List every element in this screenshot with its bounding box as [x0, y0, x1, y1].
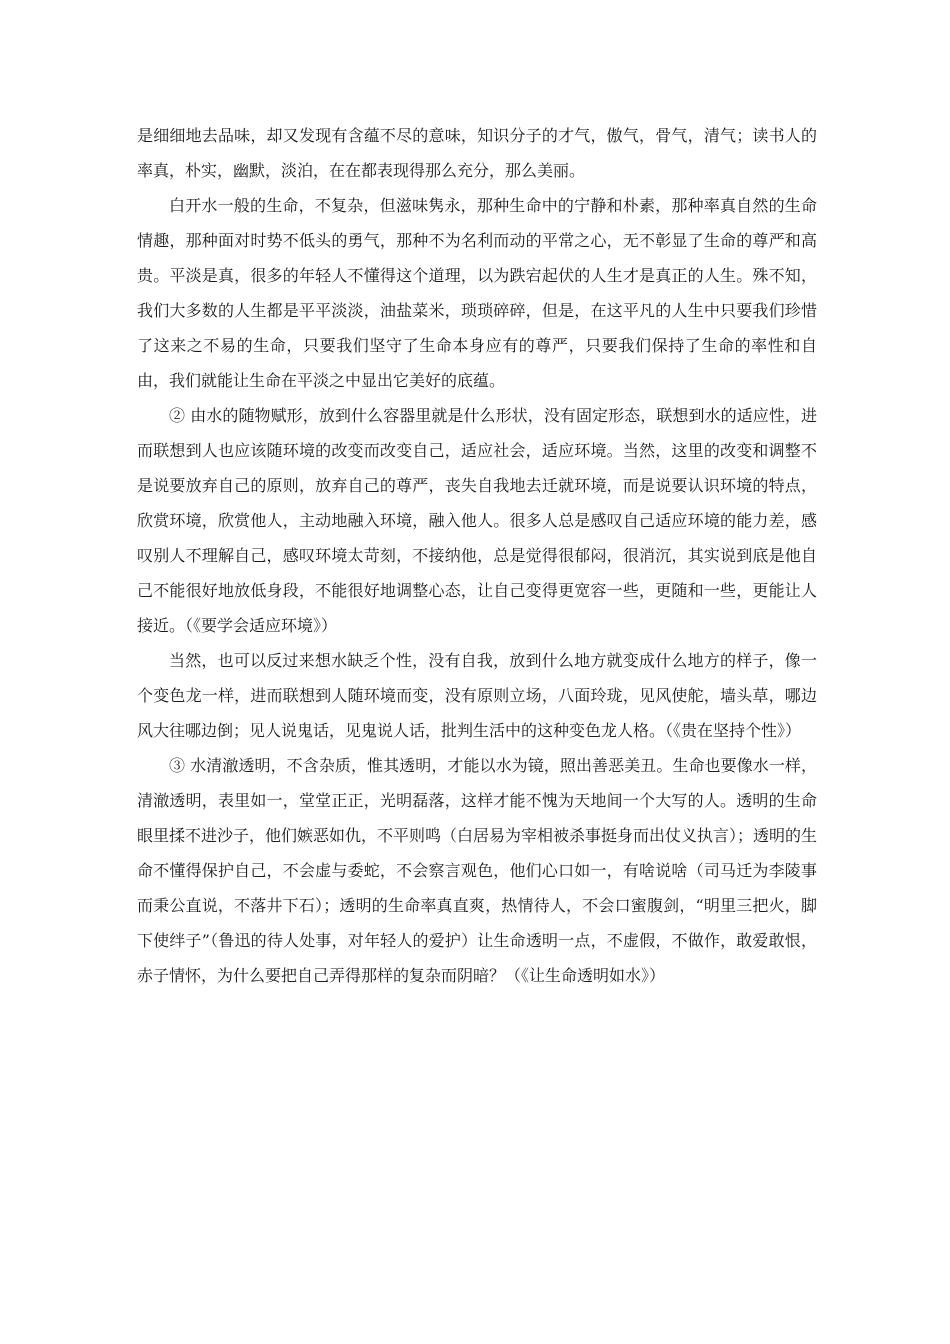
paragraph-plain-water-life: 白开水一般的生命，不复杂，但滋味隽永，那种生命中的宁静和朴素，那种率真自然的生命情趣，那种面对时势不低头的勇气，那种不为名利而动的平常之心，无不彰显了生命的尊严和高贵。平淡是真，很多的年轻人不懂得这个道理，以为跌宕起伏的人生才是真正的人生。殊不知，我们大多数的人生都是平平淡淡，油盐菜米，琐琐碎碎，但是，在这平凡的人生中只要我们珍惜了这来之不易的生命，只要我们坚守了生命本身应有的尊严，只要我们保持了生命的率性和自由，我们就能让生命在平淡之中显出它美好的底蕴。 — [137, 196, 817, 390]
document-body — [137, 118, 817, 993]
paragraph-transparent-life: ③ 水清澈透明，不含杂质，惟其透明，才能以水为镜，照出善恶美丑。生命也要像水一样，清澈透明，表里如一，堂堂正正，光明磊落，这样才能不愧为天地间一个大写的人。透明的生命眼里揉不进沙子，他们嫉恶如仇，不平则鸣（白居易为宰相被杀事挺身而出仗义执言）；透明的生命不懂得保护自己，不会虚与委蛇，不会察言观色，他们心口如一，有啥说啥（司马迁为李陵事而秉公直说，不落井下石）；透明的生命率真直爽，热情待人，不会口蜜腹剑，“明里三把火，脚下使绊子”（鲁迅的待人处事，对年轻人的爱护）让生命透明一点，不虚假，不做作，敢爱敢恨，赤子情怀，为什么要把自己弄得那样的复杂而阴暗？（《让生命透明如水》） — [137, 756, 818, 985]
paragraph-adapt-environment: ② 由水的随物赋形，放到什么容器里就是什么形状，没有固定形态，联想到水的适应性，进而联想到人也应该随环境的改变而改变自己，适应社会，适应环境。当然，这里的改变和调整不是说要放弃自己的原则，放弃自己的尊严，丧失自我地去迁就环境，而是说要认识环境的特点，欣赏环境，欣赏他人，主动地融入环境，融入他人。很多人总是感叹自己适应环境的能力差，感叹别人不理解自己，感叹环境太苛刻，不接纳他，总是觉得很郁闷，很消沉，其实说到底是他自己不能很好地放低身段，不能很好地调整心态，让自己变得更宽容一些，更随和一些，更能让人接近。（《要学会适应环境》） — [137, 406, 817, 635]
paragraph-keep-individuality: 当然，也可以反过来想水缺乏个性，没有自我，放到什么地方就变成什么地方的样子，像一个变色龙一样，进而联想到人随环境而变，没有原则立场，八面玲珑，见风使舵，墙头草，哪边风大往哪边倒；见人说鬼话，见鬼说人话，批判生活中的这种变色龙人格。（《贵在坚持个性》） — [137, 651, 817, 740]
paragraph-continued-intro: 是细细地去品味，却又发现有含蕴不尽的意味，知识分子的才气，傲气，骨气，清气；读书人的率真，朴实，幽默，淡泊，在在都表现得那么充分，那么美丽。 — [137, 126, 817, 180]
